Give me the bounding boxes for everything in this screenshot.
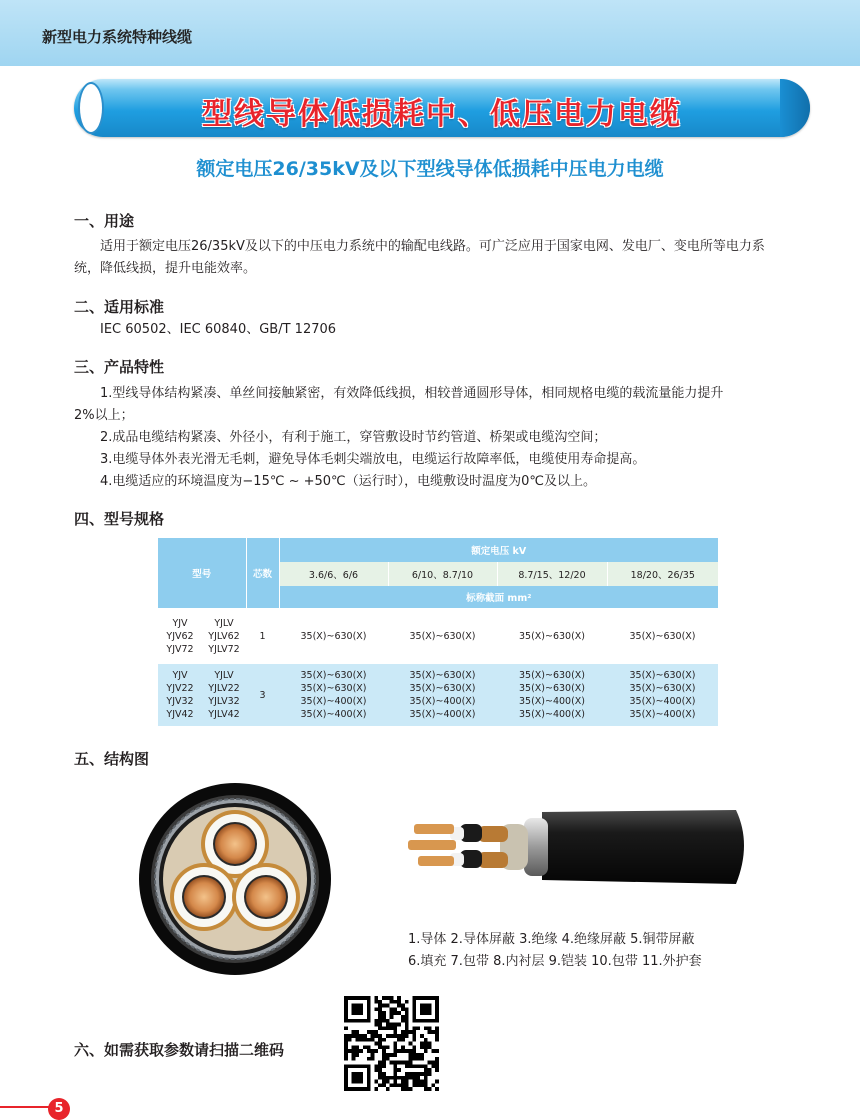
section-value: 35(X)~630(X) xyxy=(300,683,367,694)
model-copper: YJV42 xyxy=(166,709,194,720)
page-subtitle: 额定电压26/35kV及以下型线导体低损耗中压电力电缆 xyxy=(196,158,664,180)
cell-section-stack xyxy=(497,664,607,726)
feature-item-2: 2.成品电缆结构紧凑、外径小，有利于施工，穿管敷设时节约管道、桥架或电缆沟空间； xyxy=(100,430,607,445)
section-scan-heading: 六、如需获取参数请扫描二维码 xyxy=(74,1041,285,1059)
model-aluminium: YJLV22 xyxy=(208,683,240,694)
model-copper: YJV62 xyxy=(166,630,194,642)
title-banner xyxy=(74,79,810,137)
cell-models xyxy=(158,664,246,726)
section-value: 35(X)~400(X) xyxy=(518,709,586,720)
core-left xyxy=(170,863,238,931)
feature-item-1-cont: 2%以上； xyxy=(74,408,134,423)
standards-text xyxy=(74,319,810,341)
cell-section-stack xyxy=(607,664,718,726)
page-number-rule xyxy=(0,1106,50,1108)
cell-cores: 3 xyxy=(246,664,279,726)
cell-section: 35(X)~630(X) xyxy=(607,608,718,664)
model-copper: YJV xyxy=(172,617,188,629)
feature-item-1: 1.型线导体结构紧凑、单丝间接触紧密，有效降低线损，相较普通圆形导体，相同规格电缆的载流量能力提升 xyxy=(100,386,724,401)
cable-cross-section xyxy=(138,782,332,976)
section-value: 35(X)~630(X) xyxy=(629,683,696,694)
th-voltage-3: 8.7/15、12/20 xyxy=(497,562,607,586)
legend-line-1: 1.导体 2.导体屏蔽 3.绝缘 4.绝缘屏蔽 5.铜带屏蔽 xyxy=(408,932,695,947)
page-number: 5 xyxy=(48,1098,70,1120)
cell-section-stack xyxy=(388,664,497,726)
section-value: 35(X)~630(X) xyxy=(629,670,696,681)
section-value: 35(X)~400(X) xyxy=(629,696,696,707)
model-copper: YJV72 xyxy=(166,643,194,655)
feature-item-4: 4.电缆适应的环境温度为−15℃ ~ +50℃（运行时），电缆敷设时温度为0℃及以上。 xyxy=(100,474,596,489)
series-title: 新型电力系统特种线缆 xyxy=(42,28,193,46)
standards-line: IEC 60502、IEC 60840、GB/T 12706 xyxy=(100,322,337,337)
model-aluminium: YJLV42 xyxy=(208,709,240,720)
usage-line-1: 适用于额定电压26/35kV及以下的中压电力系统中的输配电线路。可广泛应用于国家电网、发电厂、变电所等电力系 xyxy=(100,239,765,254)
model-copper: YJV22 xyxy=(166,683,194,694)
model-copper: YJV xyxy=(172,670,188,681)
spec-table xyxy=(158,538,718,726)
th-rated-voltage: 额定电压 kV xyxy=(279,538,718,562)
section-features-heading: 三、产品特性 xyxy=(74,358,165,376)
section-value: 35(X)~630(X) xyxy=(409,683,476,694)
section-value: 35(X)~630(X) xyxy=(518,670,586,681)
section-usage-heading: 一、用途 xyxy=(74,212,135,230)
model-aluminium: YJLV xyxy=(214,617,234,629)
section-standards-heading: 二、适用标准 xyxy=(74,298,165,316)
section-value: 35(X)~630(X) xyxy=(518,683,586,694)
model-aluminium: YJLV32 xyxy=(208,696,240,707)
section-value: 35(X)~400(X) xyxy=(409,709,476,720)
section-models-heading: 四、型号规格 xyxy=(74,510,165,528)
section-value: 35(X)~630(X) xyxy=(300,670,367,681)
qr-code[interactable] xyxy=(344,996,439,1091)
feature-item-3: 3.电缆导体外表光滑无毛刺，避免导体毛刺尖端放电，电缆运行故障率低，电缆使用寿命提高。 xyxy=(100,452,646,467)
table-row xyxy=(158,664,718,726)
usage-text xyxy=(74,236,810,280)
cell-section: 35(X)~630(X) xyxy=(279,608,388,664)
section-structure-heading: 五、结构图 xyxy=(74,750,150,768)
page-title: 型线导体低损耗中、低压电力电缆 xyxy=(202,97,682,132)
cell-section-stack xyxy=(279,664,388,726)
section-value: 35(X)~630(X) xyxy=(409,670,476,681)
section-value: 35(X)~400(X) xyxy=(409,696,476,707)
cell-models xyxy=(158,608,246,664)
section-value: 35(X)~400(X) xyxy=(629,709,696,720)
table-row xyxy=(158,608,718,664)
model-aluminium: YJLV72 xyxy=(208,643,240,655)
model-aluminium: YJLV62 xyxy=(208,630,240,642)
legend-line-2: 6.填充 7.包带 8.内衬层 9.铠装 10.包带 11.外护套 xyxy=(408,954,702,969)
model-aluminium: YJLV xyxy=(214,670,234,681)
section-value: 35(X)~400(X) xyxy=(300,696,367,707)
core-right xyxy=(232,863,300,931)
th-voltage-1: 3.6/6、6/6 xyxy=(279,562,388,586)
model-copper: YJV32 xyxy=(166,696,194,707)
th-cores: 芯数 xyxy=(246,538,279,608)
usage-line-2: 统，降低线损，提升电能效率。 xyxy=(74,261,257,276)
cable-side-view xyxy=(400,800,752,900)
th-voltage-4: 18/20、26/35 xyxy=(607,562,718,586)
cell-cores: 1 xyxy=(246,608,279,664)
cell-section: 35(X)~630(X) xyxy=(497,608,607,664)
th-voltage-2: 6/10、8.7/10 xyxy=(388,562,497,586)
th-nominal-section: 标称截面 mm² xyxy=(279,586,718,608)
section-value: 35(X)~400(X) xyxy=(518,696,586,707)
section-value: 35(X)~400(X) xyxy=(300,709,367,720)
features-list xyxy=(74,383,810,493)
th-model: 型号 xyxy=(158,538,246,608)
cell-section: 35(X)~630(X) xyxy=(388,608,497,664)
header-band xyxy=(0,0,860,66)
